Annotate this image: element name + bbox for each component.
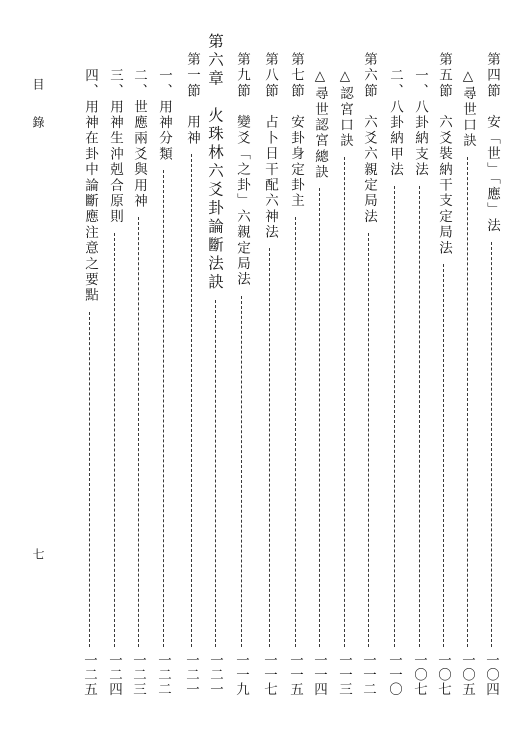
toc-entry-page: 一一三 <box>336 653 352 697</box>
dot-leader <box>114 233 115 647</box>
toc-entry-page: 一二三 <box>130 653 146 697</box>
toc-entry-page: 一一二 <box>360 653 376 697</box>
toc-entry-label: △認宮口訣 <box>337 68 353 149</box>
toc-entry-label: 第九節 變爻「之卦」六親定局法 <box>234 52 250 288</box>
toc-entry-label: 第六章 火珠林六爻卦論斷法訣 <box>206 33 224 292</box>
toc-entry-page: 一二五 <box>81 653 97 697</box>
toc-entry-page: 一〇七 <box>435 653 451 697</box>
dot-leader <box>394 186 395 647</box>
toc-entry-label: 第七節 安卦身定卦主 <box>288 52 304 209</box>
toc-entry-label: 第六節 六爻六親定局法 <box>361 52 377 225</box>
dot-leader <box>269 248 270 647</box>
toc-entry-page: 一二二 <box>155 653 171 697</box>
toc-entry-label: 第五節 六爻裝納干支定局法 <box>436 52 452 257</box>
dot-leader <box>295 217 296 647</box>
toc-entry[interactable] <box>181 0 203 742</box>
toc-entry[interactable] <box>409 0 431 742</box>
dot-leader <box>368 233 369 647</box>
toc-entry-label: △尋世認宮總訣 <box>312 68 328 181</box>
dot-leader <box>191 154 192 647</box>
toc-entry-label: 第一節 用神 <box>184 52 200 147</box>
toc-entry[interactable] <box>153 0 175 742</box>
toc-entry-page: 一二一 <box>207 653 223 697</box>
toc-entry-page: 一〇七 <box>411 653 427 697</box>
toc-entry[interactable] <box>259 0 281 742</box>
toc-entry[interactable] <box>334 0 356 742</box>
toc-entry[interactable] <box>231 0 253 742</box>
side-header-lu: 錄 <box>31 116 45 134</box>
toc-entry-page: 一一九 <box>233 653 249 697</box>
folio-number: 七 <box>31 548 45 566</box>
toc-entry-page: 一二一 <box>183 653 199 697</box>
toc-entry[interactable] <box>384 0 406 742</box>
toc-entry-label: 四、用神在卦中論斷應注意之要點 <box>82 68 98 304</box>
toc-entry[interactable] <box>285 0 307 742</box>
dot-leader <box>241 296 242 648</box>
side-header-mu: 目 <box>31 78 45 96</box>
dot-leader <box>443 264 444 647</box>
toc-entry[interactable] <box>104 0 126 742</box>
toc-entry[interactable] <box>79 0 101 742</box>
toc-entry-label: △尋世口訣 <box>460 68 476 149</box>
toc-entry-page: 一〇四 <box>483 653 499 697</box>
toc-entry-page: 一一五 <box>287 653 303 697</box>
toc-entry-page: 一一〇 <box>386 653 402 697</box>
dot-leader <box>215 300 216 647</box>
dot-leader <box>319 188 320 647</box>
toc-entry[interactable] <box>457 0 479 742</box>
toc-entry-label: 二、八卦納甲法 <box>387 68 403 178</box>
toc-entry-label: 第八節 占卜日干配六神法 <box>262 52 278 241</box>
toc-entry-page: 一一七 <box>261 653 277 697</box>
toc-entry-label: 三、用神生沖剋合原則 <box>107 68 123 225</box>
toc-entry-page: 一二四 <box>106 653 122 697</box>
dot-leader <box>89 312 90 648</box>
dot-leader <box>467 157 468 647</box>
toc-entry[interactable] <box>358 0 380 742</box>
toc-chapter[interactable] <box>205 0 227 742</box>
dot-leader <box>419 186 420 647</box>
toc-entry[interactable] <box>433 0 455 742</box>
toc-entry[interactable] <box>481 0 503 742</box>
dot-leader <box>491 242 492 647</box>
toc-entry-page: 一〇五 <box>459 653 475 697</box>
toc-entry-page: 一一四 <box>311 653 327 697</box>
dot-leader <box>138 217 139 647</box>
dot-leader <box>163 170 164 647</box>
toc-entry-label: 一、用神分類 <box>156 68 172 163</box>
toc-entry-label: 二、世應兩爻與用神 <box>131 68 147 210</box>
toc-entry[interactable] <box>309 0 331 742</box>
dot-leader <box>344 157 345 647</box>
toc-entry-label: 一、八卦納支法 <box>412 68 428 178</box>
toc-entry[interactable] <box>128 0 150 742</box>
toc-entry-label: 第四節 安「世」「應」法 <box>484 52 500 234</box>
